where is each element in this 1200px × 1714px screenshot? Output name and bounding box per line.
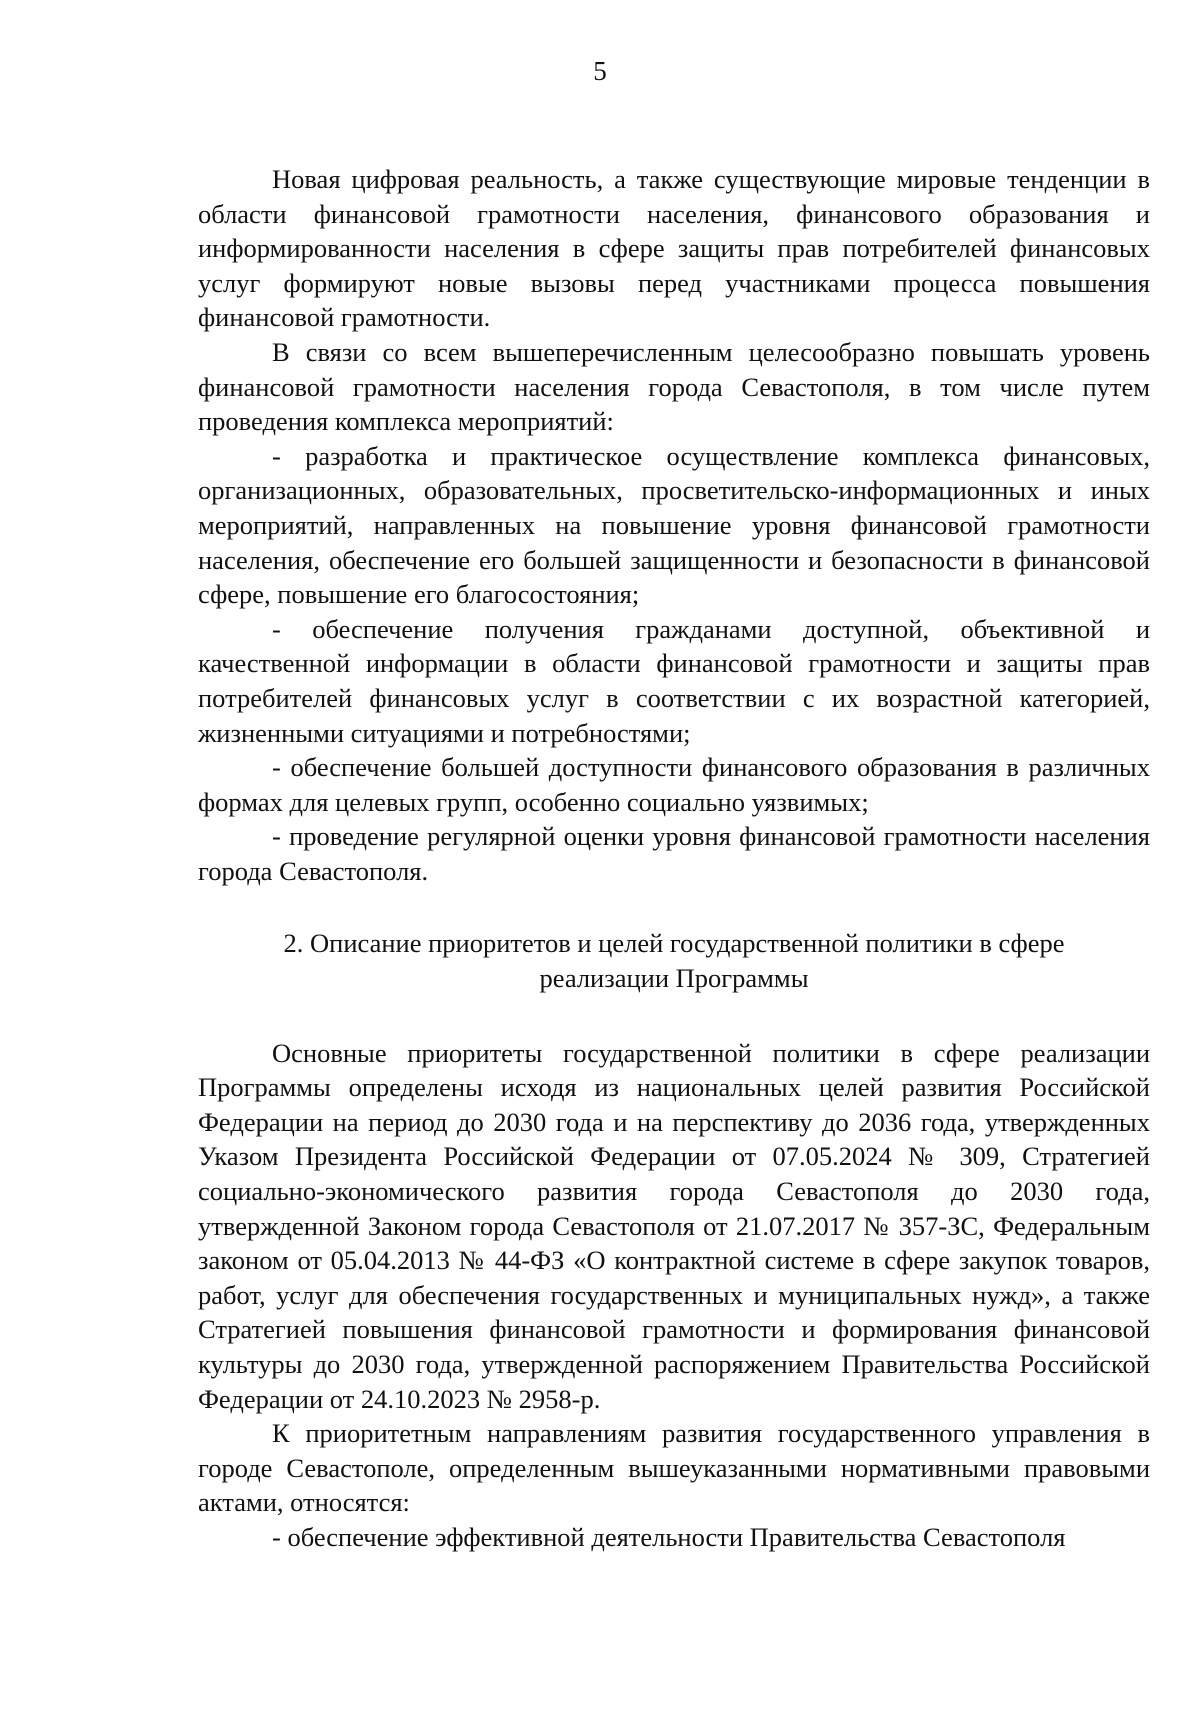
section-heading-line: реализации Программы bbox=[539, 963, 809, 994]
list-item: - проведение регулярной оценки уровня финансовой грамотности населения города Севастополя. bbox=[198, 821, 1150, 886]
list-item: - разработка и практическое осуществление комплекса финансовых, организационных, образовательных, просветительско-информационных и иных мероприятий, направленных на повышение уровня финансовой грамотности населения, обеспечение его большей защищенности и безопасности в финансовой сфере, повышение его благосостояния; bbox=[198, 440, 1150, 610]
paragraph: Основные приоритеты государственной политики в сфере реализации Программы определены исходя из национальных целей развития Российской Федерации на период до 2030 года и на перспективу до 2036 года, утвержденных Указом Президента Российской Федерации от 07.05.2024 № 309, Стратегией социально-экономического развития города Севастополя до 2030 года, утвержденной Законом города Севастополя от 21.07.2017 № 357-ЗС, Федеральным законом от 05.04.2013 № 44-ФЗ «О контрактной системе в сфере закупок товаров, работ, услуг для обеспечения государственных и муниципальных нужд», а также Стратегией повышения финансовой грамотности и формирования финансовой культуры до 2030 года, утвержденной распоряжением Правительства Российской Федерации от 24.10.2023 № 2958-р. bbox=[198, 1037, 1150, 1414]
document-body bbox=[198, 162, 1150, 1555]
page-number: 5 bbox=[593, 56, 607, 86]
section-heading bbox=[198, 926, 1150, 995]
list-item: - обеспечение большей доступности финансового образования в различных формах для целевых групп, особенно социально уязвимых; bbox=[198, 752, 1150, 817]
list-item: - обеспечение эффективной деятельности Правительства Севастополя bbox=[272, 1521, 1066, 1552]
section-heading-line: 2. Описание приоритетов и целей государственной политики в сфере bbox=[283, 928, 1065, 959]
paragraph: К приоритетным направлениям развития государственного управления в городе Севастополе, определенным вышеуказанными нормативными правовыми актами, относятся: bbox=[198, 1418, 1150, 1518]
paragraph: Новая цифровая реальность, а также существующие мировые тенденции в области финансовой грамотности населения, финансового образования и информированности населения в сфере защиты прав потребителей финансовых услуг формируют новые вызовы перед участниками процесса повышения финансовой грамотности. bbox=[198, 164, 1150, 333]
list-item: - обеспечение получения гражданами доступной, объективной и качественной информации в области финансовой грамотности и защиты прав потребителей финансовых услуг в соответствии с их возрастной категорией, жизненными ситуациями и потребностями; bbox=[198, 613, 1150, 748]
paragraph: В связи со всем вышеперечисленным целесообразно повышать уровень финансовой грамотности населения города Севастополя, в том числе путем проведения комплекса мероприятий: bbox=[198, 336, 1150, 437]
